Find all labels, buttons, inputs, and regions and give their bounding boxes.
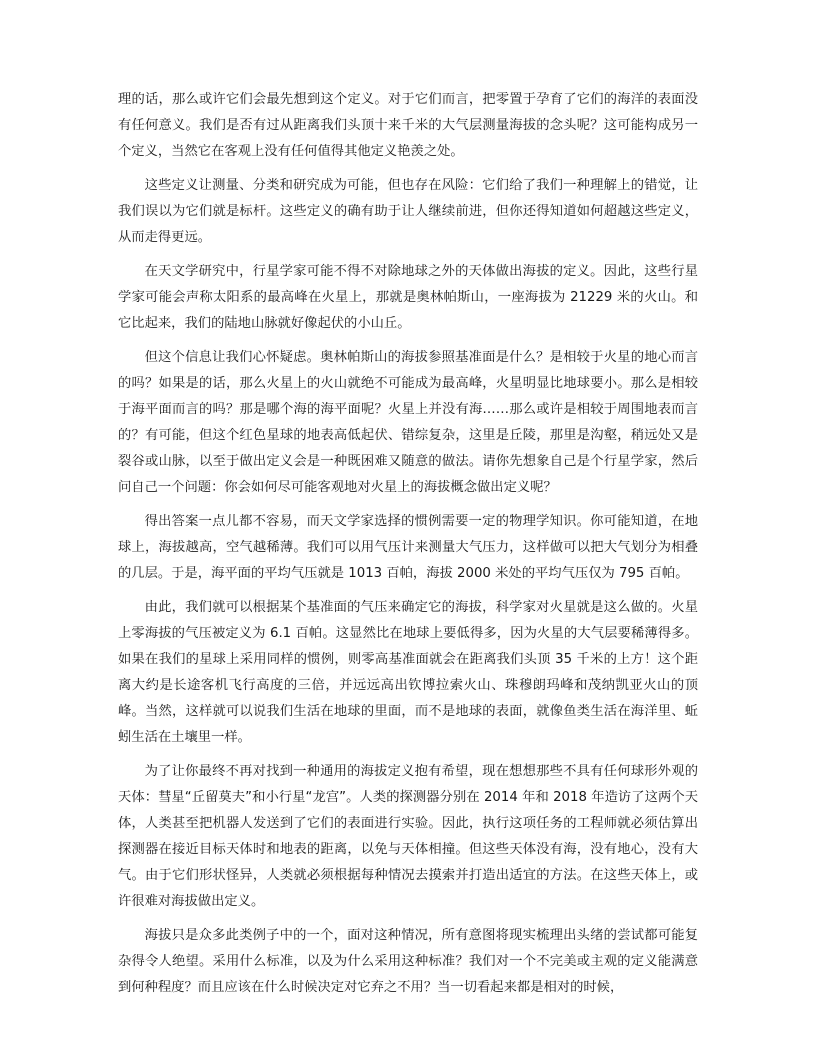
paragraph: 在天文学研究中，行星学家可能不得不对除地球之外的天体做出海拔的定义。因此，这些行星学家可能会声称太阳系的最高峰在火星上，那就是奥林帕斯山，一座海拔为 21229 米的火山。和它比起来，我们的陆地山脉就好像起伏的小山丘。 [118,264,698,331]
paragraph: 得出答案一点儿都不容易，而天文学家选择的惯例需要一定的物理学知识。你可能知道，在地球上，海拔越高，空气越稀薄。我们可以用气压计来测量大气压力，这样做可以把大气划分为相叠的几层。于是，海平面的平均气压就是 1013 百帕，海拔 2000 米处的平均气压仅为 795 百帕。 [118,514,698,581]
paragraph: 但这个信息让我们心怀疑虑。奥林帕斯山的海拔参照基准面是什么？是相较于火星的地心而言的吗？如果是的话，那么火星上的火山就绝不可能成为最高峰，火星明显比地球要小。那么是相较于海平面而言的吗？那是哪个海的海平面呢？火星上并没有海……那么或许是相较于周围地表而言的？有可能，但这个红色星球的地表高低起伏、错综复杂，这里是丘陵，那里是沟壑，稍远处又是裂谷或山脉，以至于做出定义会是一种既困难又随意的做法。请你先想象自己是个行星学家，然后问自己一个问题：你会如何尽可能客观地对火星上的海拔概念做出定义呢？ [118,350,698,495]
paragraph: 这些定义让测量、分类和研究成为可能，但也存在风险：它们给了我们一种理解上的错觉，让我们误以为它们就是标杆。这些定义的确有助于让人继续前进，但你还得知道如何超越这些定义，从而走得更远。 [118,178,698,245]
paragraph: 由此，我们就可以根据某个基准面的气压来确定它的海拔，科学家对火星就是这么做的。火星上零海拔的气压被定义为 6.1 百帕。这显然比在地球上要低得多，因为火星的大气层要稀薄得多。如果在我们的星球上采用同样的惯例，则零高基准面就会在距离我们头顶 35 千米的上方！这个距离大约是长途客机飞行高度的三倍，并远远高出钦博拉索火山、珠穆朗玛峰和茂纳凯亚火山的顶峰。当然，这样就可以说我们生活在地球的里面，而不是地球的表面，就像鱼类生活在海洋里、蚯蚓生活在土壤里一样。 [118,600,698,745]
body-text [118,87,698,1009]
paragraph: 海拔只是众多此类例子中的一个，面对这种情况，所有意图将现实梳理出头绪的尝试都可能复杂得令人绝望。采用什么标准，以及为什么采用这种标准？我们对一个不完美或主观的定义能满意到何种程度？而且应该在什么时候决定对它弃之不用？当一切看起来都是相对的时候， [118,928,698,995]
paragraph-continued: 理的话，那么或许它们会最先想到这个定义。对于它们而言，把零置于孕育了它们的海洋的表面没有任何意义。我们是否有过从距离我们头顶十来千米的大气层测量海拔的念头呢？这可能构成另一个定义，当然它在客观上没有任何值得其他定义艳羡之处。 [118,92,698,159]
paragraph: 为了让你最终不再对找到一种通用的海拔定义抱有希望，现在想想那些不具有任何球形外观的天体：彗星“丘留莫夫”和小行星“龙宫”。人类的探测器分别在 2014 年和 2018 年造访了这两个天体，人类甚至把机器人发送到了它们的表面进行实验。因此，执行这项任务的工程师就必须估算出探测器在接近目标天体时和地表的距离，以免与天体相撞。但这些天体没有海，没有地心，没有大气。由于它们形状怪异，人类就必须根据每种情况去摸索并打造出适宜的方法。在这些天体上，或许很难对海拔做出定义。 [118,764,698,909]
